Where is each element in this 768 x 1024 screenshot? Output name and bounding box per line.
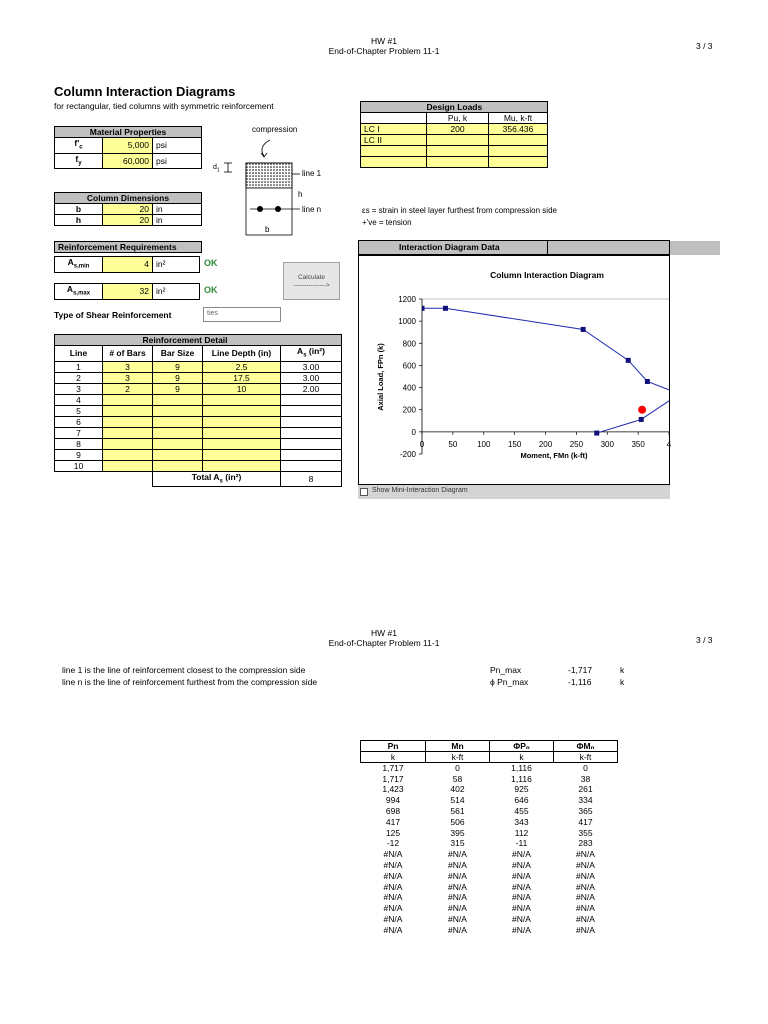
detail-bars-input[interactable] xyxy=(103,416,153,427)
fy-label: $f_y$ xyxy=(55,153,103,169)
detail-depth-input[interactable] xyxy=(203,394,281,405)
data-table-cell: 355 xyxy=(578,827,593,838)
as-min-table xyxy=(54,256,200,273)
data-table-cell: 0 xyxy=(455,763,460,774)
y-tick-label: -200 xyxy=(399,450,416,459)
detail-row xyxy=(55,416,342,427)
design-load-row xyxy=(361,135,548,146)
data-table-cell: #N/A xyxy=(576,892,595,903)
detail-depth-input[interactable] xyxy=(203,405,281,416)
x-tick-label: 250 xyxy=(569,439,584,449)
design-load-row xyxy=(361,146,548,157)
h-input[interactable]: 20 xyxy=(103,215,153,226)
x-tick-label: 100 xyxy=(477,439,491,449)
detail-row xyxy=(55,405,342,416)
detail-row xyxy=(55,427,342,438)
data-table-cell: #N/A xyxy=(383,903,403,914)
design-loads-col-pu: Pu, k xyxy=(427,113,489,124)
data-table-cell: 514 xyxy=(450,795,465,806)
load-case-label xyxy=(361,157,427,168)
data-table-cell: #N/A xyxy=(512,892,531,903)
sketch-d1-label: $d_1$ xyxy=(213,164,220,174)
sketch-h-label: h xyxy=(298,190,303,199)
y-tick-label: 1000 xyxy=(398,317,416,327)
detail-line: 1 xyxy=(55,361,103,372)
detail-row xyxy=(55,449,342,460)
data-table-cell: #N/A xyxy=(448,849,467,860)
as-max-table xyxy=(54,283,200,300)
reinf-req-heading-table xyxy=(54,241,202,253)
load-pu-input[interactable] xyxy=(427,135,489,146)
x-tick-label: 150 xyxy=(507,439,522,449)
load-mu-input[interactable] xyxy=(489,135,548,146)
data-table-cell: 1,717 xyxy=(382,773,404,784)
data-table-cell: 455 xyxy=(514,806,529,817)
mini-diagram-bar xyxy=(358,485,670,499)
page2-number: 3 / 3 xyxy=(696,635,713,645)
phi-pn-max-unit: k xyxy=(620,677,625,687)
as-max-status: OK xyxy=(204,285,218,295)
data-table-cell: 125 xyxy=(385,827,401,838)
data-table-row xyxy=(361,827,618,838)
y-tick-label: 0 xyxy=(411,427,416,437)
data-table-cell: 261 xyxy=(578,784,593,795)
data-table-cell: #N/A xyxy=(576,914,595,925)
pn-max-unit: k xyxy=(620,665,625,675)
detail-bars-input[interactable] xyxy=(103,449,153,460)
unit-phimn: k-ft xyxy=(554,752,618,763)
design-loads-heading: Design Loads xyxy=(427,102,548,113)
data-table-cell: 506 xyxy=(450,816,465,827)
mini-diagram-checkbox[interactable] xyxy=(360,488,368,496)
detail-as xyxy=(281,405,342,416)
shear-label: Type of Shear Reinforcement xyxy=(54,310,172,320)
reinf-req-heading: Reinforcement Requirements xyxy=(55,242,202,253)
unit-mn: k-ft xyxy=(426,752,490,763)
detail-bars-input[interactable] xyxy=(103,438,153,449)
b-input[interactable]: 20 xyxy=(103,204,153,215)
phi-pn-max-value: -1,116 xyxy=(568,677,592,687)
data-table-row xyxy=(361,924,618,935)
col-phipn: ΦPₙ xyxy=(490,741,554,752)
fc-unit: psi xyxy=(153,138,202,154)
page2-header-hw: HW #1 xyxy=(371,628,397,638)
data-table-cell: 698 xyxy=(385,806,401,817)
data-table-cell: 38 xyxy=(580,773,591,784)
h-label: h xyxy=(55,215,103,226)
data-table-cell: 402 xyxy=(450,784,465,795)
phi-pn-max-label: ϕ Pn_max xyxy=(490,677,529,687)
data-table-row xyxy=(361,903,618,914)
material-properties-table xyxy=(54,126,202,169)
pn-max-value: -1,717 xyxy=(568,665,593,675)
x-tick-label: 200 xyxy=(538,439,553,449)
detail-bars-input[interactable]: 3 xyxy=(103,361,153,372)
detail-as xyxy=(281,460,342,471)
design-load-row xyxy=(361,124,548,135)
y-axis-label: Axial Load, FPn (k) xyxy=(376,343,385,411)
total-as-label: Total $A_s$ (in²) xyxy=(153,471,281,487)
sketch-b-label: b xyxy=(265,225,270,234)
load-pu-input[interactable]: 200 xyxy=(427,124,489,135)
page-number: 3 / 3 xyxy=(696,41,713,51)
note-line1: line 1 is the line of reinforcement closest to the compression side xyxy=(62,665,306,675)
data-table-units xyxy=(361,752,618,763)
data-table-cell: #N/A xyxy=(512,903,531,914)
sheet-title: Column Interaction Diagrams xyxy=(54,84,236,99)
detail-as xyxy=(281,394,342,405)
data-table-cell: 283 xyxy=(578,838,593,849)
pn-max-label: Pn_max xyxy=(490,665,522,675)
data-table-cell: #N/A xyxy=(576,870,595,881)
detail-as: 3.00 xyxy=(281,372,342,383)
data-table-cell: #N/A xyxy=(383,870,403,881)
load-case-label xyxy=(361,146,427,157)
data-point xyxy=(645,379,650,384)
detail-row xyxy=(55,394,342,405)
fc-label: $f'_c$ xyxy=(55,138,103,154)
data-table-row xyxy=(361,795,618,806)
data-table-cell: 365 xyxy=(578,806,593,817)
detail-col-line: Line xyxy=(55,346,103,362)
detail-col-as: $A_s$ (in²) xyxy=(281,346,342,362)
data-point xyxy=(443,306,448,311)
interaction-data-header-row xyxy=(358,240,720,255)
b-unit: in xyxy=(153,204,202,215)
data-table-cell: #N/A xyxy=(383,849,403,860)
detail-size-input[interactable]: 9 xyxy=(153,372,203,383)
data-table-row xyxy=(361,838,618,849)
data-table-row xyxy=(361,784,618,795)
detail-as xyxy=(281,438,342,449)
detail-depth-input[interactable] xyxy=(203,427,281,438)
detail-as xyxy=(281,427,342,438)
detail-col-size: Bar Size xyxy=(153,346,203,362)
design-loads-col-mu: Mu, k-ft xyxy=(489,113,548,124)
data-table-cell: 58 xyxy=(452,773,463,784)
as-min-status: OK xyxy=(204,258,218,268)
detail-bars-input[interactable] xyxy=(103,405,153,416)
detail-depth-input[interactable] xyxy=(203,449,281,460)
data-table-cell: 994 xyxy=(385,795,401,806)
data-table-cell: #N/A xyxy=(448,924,467,935)
detail-line: 7 xyxy=(55,427,103,438)
detail-row xyxy=(55,361,342,372)
data-table-cell: #N/A xyxy=(448,892,467,903)
x-tick-label: 350 xyxy=(631,439,645,449)
detail-size-input[interactable] xyxy=(153,460,203,471)
calculate-button-label: Calculate xyxy=(297,274,326,281)
compression-arrow-icon xyxy=(261,140,270,157)
col-phimn: ΦMₙ xyxy=(554,741,618,752)
page2-header xyxy=(284,628,484,648)
chart-title: Column Interaction Diagram xyxy=(490,270,604,280)
design-load-row xyxy=(361,157,548,168)
sign-note: +'ve = tension xyxy=(362,218,412,227)
detail-size-input[interactable]: 9 xyxy=(153,361,203,372)
fc-input[interactable]: 5,000 xyxy=(103,138,153,154)
data-table-cell: 646 xyxy=(514,795,529,806)
data-table-cell: #N/A xyxy=(383,892,403,903)
b-label: b xyxy=(55,204,103,215)
data-table-cell: 1,423 xyxy=(382,784,404,795)
calculate-button-arrow: ---------------> xyxy=(293,282,330,289)
detail-heading: Reinforcement Detail xyxy=(103,335,342,346)
interaction-data-heading: Interaction Diagram Data xyxy=(358,240,548,255)
data-table-cell: #N/A xyxy=(512,860,531,871)
data-table-cell: #N/A xyxy=(512,914,531,925)
detail-as: 2.00 xyxy=(281,383,342,394)
data-table-cell: #N/A xyxy=(383,860,403,871)
data-table-cell: #N/A xyxy=(512,881,531,892)
detail-size-input[interactable] xyxy=(153,449,203,460)
detail-size-input[interactable]: 9 xyxy=(153,383,203,394)
data-table-row xyxy=(361,849,618,860)
data-table-cell: 417 xyxy=(385,816,401,827)
data-table-cell: -12 xyxy=(386,838,400,849)
data-table-cell: #N/A xyxy=(576,903,595,914)
load-mu-input[interactable] xyxy=(489,146,548,157)
design-loads-col-case xyxy=(361,113,427,124)
detail-size-input[interactable] xyxy=(153,405,203,416)
data-point xyxy=(420,306,425,311)
detail-size-input[interactable] xyxy=(153,394,203,405)
x-tick-label: 4 xyxy=(666,439,672,449)
data-table-row xyxy=(361,816,618,827)
fy-input[interactable]: 60,000 xyxy=(103,153,153,169)
data-table-cell: #N/A xyxy=(576,924,595,935)
data-table-row xyxy=(361,881,618,892)
header-hw: HW #1 xyxy=(371,36,397,46)
data-table-cell: 417 xyxy=(578,816,593,827)
detail-line: 10 xyxy=(55,460,103,471)
data-table-cell: #N/A xyxy=(383,924,403,935)
y-tick-label: 1200 xyxy=(398,295,416,304)
page2-header-problem: End-of-Chapter Problem 11-1 xyxy=(328,638,440,648)
data-table-cell: #N/A xyxy=(448,914,467,925)
data-table-cell: #N/A xyxy=(512,849,531,860)
detail-bars-input[interactable]: 3 xyxy=(103,372,153,383)
detail-bars-input[interactable]: 2 xyxy=(103,383,153,394)
detail-line: 3 xyxy=(55,383,103,394)
detail-row xyxy=(55,372,342,383)
total-as-value: 8 xyxy=(281,471,342,487)
detail-row xyxy=(55,383,342,394)
detail-size-input[interactable] xyxy=(153,427,203,438)
shear-select[interactable]: ties xyxy=(203,307,281,322)
strain-note: εs = strain in steel layer furthest from compression side xyxy=(362,206,557,215)
data-table-cell: 0 xyxy=(583,763,588,774)
data-table-cell: 334 xyxy=(578,795,593,806)
detail-as xyxy=(281,416,342,427)
data-table-cell: #N/A xyxy=(512,870,531,881)
data-table-cell: #N/A xyxy=(576,849,595,860)
as-min-label: $A_{s,min}$ xyxy=(55,257,103,273)
sketch-linen-label: line n xyxy=(302,205,322,214)
design-load-point xyxy=(638,406,646,414)
design-loads-table xyxy=(360,101,548,168)
detail-depth-input[interactable]: 17.5 xyxy=(203,372,281,383)
col-mn: Mn xyxy=(426,741,490,752)
detail-size-input[interactable] xyxy=(153,438,203,449)
detail-col-depth: Line Depth (in) xyxy=(203,346,281,362)
h-unit: in xyxy=(153,215,202,226)
y-tick-label: 200 xyxy=(402,405,416,415)
y-tick-label: 600 xyxy=(402,361,416,371)
data-table-row xyxy=(361,892,618,903)
detail-as: 3.00 xyxy=(281,361,342,372)
data-table-cell: #N/A xyxy=(448,903,467,914)
data-table-header xyxy=(361,741,618,752)
y-tick-label: 400 xyxy=(402,383,416,393)
data-table-cell: #N/A xyxy=(512,924,531,935)
data-table-cell: #N/A xyxy=(448,870,467,881)
detail-header-row xyxy=(55,346,342,362)
dimensions-heading: Column Dimensions xyxy=(55,193,202,204)
as-min-value: 4 xyxy=(103,257,153,273)
data-table-cell: 561 xyxy=(450,806,465,817)
y-tick-label: 800 xyxy=(402,339,416,349)
load-mu-input[interactable] xyxy=(489,157,548,168)
data-table-cell: #N/A xyxy=(448,860,467,871)
detail-bars-input[interactable] xyxy=(103,460,153,471)
detail-line: 4 xyxy=(55,394,103,405)
load-pu-input[interactable] xyxy=(427,146,489,157)
detail-line: 9 xyxy=(55,449,103,460)
column-section-sketch xyxy=(210,136,330,236)
data-table-cell: #N/A xyxy=(383,914,403,925)
data-point xyxy=(639,417,644,422)
detail-depth-input[interactable] xyxy=(203,438,281,449)
fy-unit: psi xyxy=(153,153,202,169)
detail-line: 2 xyxy=(55,372,103,383)
as-min-unit: in² xyxy=(153,257,200,273)
data-table-cell: #N/A xyxy=(576,860,595,871)
detail-line: 6 xyxy=(55,416,103,427)
detail-line: 8 xyxy=(55,438,103,449)
data-table-cell: 925 xyxy=(514,784,529,795)
compression-label: compression xyxy=(252,125,298,134)
material-heading: Material Properties xyxy=(55,127,202,138)
data-point xyxy=(626,358,631,363)
data-table-cell: 343 xyxy=(514,816,529,827)
load-pu-input[interactable] xyxy=(427,157,489,168)
x-tick-label: 50 xyxy=(448,439,458,449)
column-dimensions-table xyxy=(54,192,202,226)
data-table-row xyxy=(361,860,618,871)
page-header xyxy=(284,36,484,56)
reinforcement-detail-table xyxy=(54,334,342,487)
data-table-cell: 1,116 xyxy=(511,763,532,774)
data-table-row xyxy=(361,870,618,881)
data-table-cell: #N/A xyxy=(448,881,467,892)
data-table-cell: 315 xyxy=(450,838,465,849)
as-max-value: 32 xyxy=(103,284,153,300)
mini-diagram-label: Show Mini-Interaction Diagram xyxy=(372,487,468,494)
data-table-row xyxy=(361,914,618,925)
data-table-cell: -11 xyxy=(515,838,528,849)
data-table-cell: 1,717 xyxy=(382,763,404,774)
sketch-line1-label: line 1 xyxy=(302,169,322,178)
data-table-cell: 395 xyxy=(450,827,465,838)
data-table-cell: 1,116 xyxy=(511,773,532,784)
data-table-cell: #N/A xyxy=(576,881,595,892)
detail-line: 5 xyxy=(55,405,103,416)
col-pn: Pn xyxy=(361,741,426,752)
x-axis-label: Moment, FMn (k-ft) xyxy=(520,451,588,460)
data-point xyxy=(594,431,599,436)
detail-row xyxy=(55,438,342,449)
unit-pn: k xyxy=(361,752,426,763)
interaction-chart xyxy=(358,255,670,485)
data-point xyxy=(581,327,586,332)
x-tick-label: 0 xyxy=(419,439,425,449)
detail-size-input[interactable] xyxy=(153,416,203,427)
load-case-label: LC II xyxy=(361,135,427,146)
detail-bars-input[interactable] xyxy=(103,427,153,438)
data-table-cell: 112 xyxy=(514,827,529,838)
data-table-cell: #N/A xyxy=(383,881,403,892)
data-table-row xyxy=(361,763,618,774)
detail-bars-input[interactable] xyxy=(103,394,153,405)
x-tick-label: 300 xyxy=(600,439,614,449)
detail-col-bars: # of Bars xyxy=(103,346,153,362)
series-line xyxy=(422,308,679,433)
note-linen: line n is the line of reinforcement furthest from the compression side xyxy=(62,677,318,687)
interaction-data-table xyxy=(360,740,618,935)
as-max-label: $A_{s,max}$ xyxy=(55,284,103,300)
unit-phipn: k xyxy=(490,752,554,763)
sheet-subtitle: for rectangular, tied columns with symmetric reinforcement xyxy=(54,101,274,111)
load-case-label: LC I xyxy=(361,124,427,135)
as-max-unit: in² xyxy=(153,284,200,300)
detail-depth-input[interactable]: 10 xyxy=(203,383,281,394)
calculate-button[interactable] xyxy=(283,262,340,300)
detail-depth-input[interactable] xyxy=(203,416,281,427)
load-mu-input[interactable]: 356.436 xyxy=(489,124,548,135)
detail-depth-input[interactable]: 2.5 xyxy=(203,361,281,372)
data-table-row xyxy=(361,806,618,817)
detail-depth-input[interactable] xyxy=(203,460,281,471)
header-problem: End-of-Chapter Problem 11-1 xyxy=(328,46,440,56)
detail-as xyxy=(281,449,342,460)
detail-row xyxy=(55,460,342,471)
data-table-row xyxy=(361,773,618,784)
interaction-chart-svg xyxy=(359,256,672,484)
